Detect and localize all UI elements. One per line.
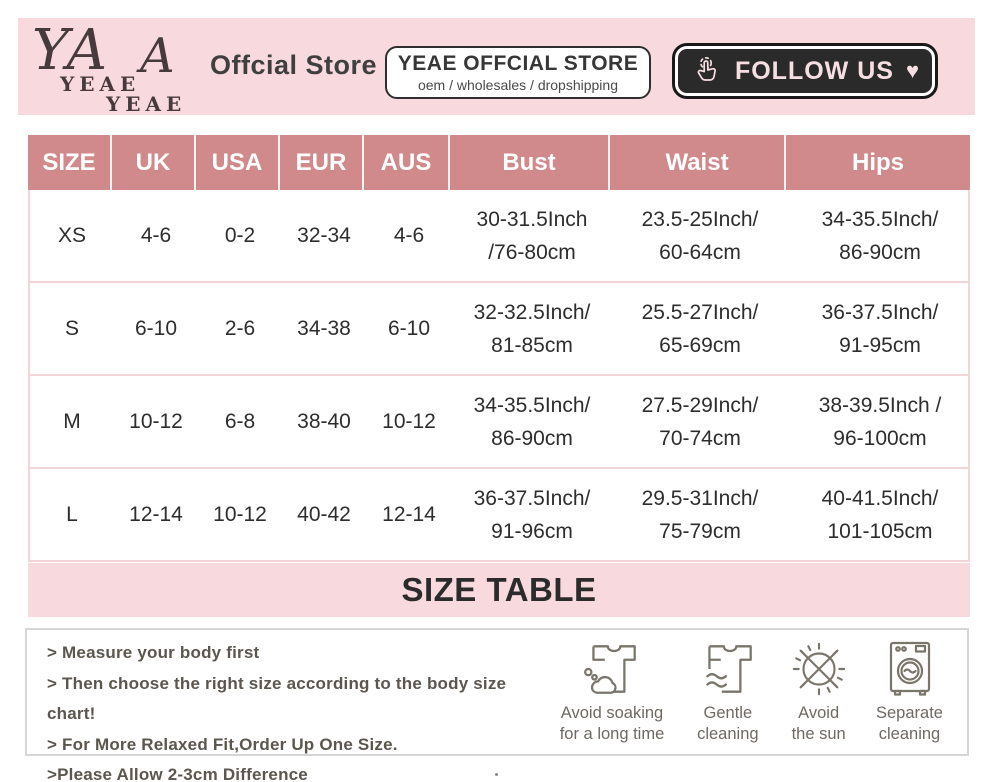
cell-uk: 12-14 [129, 503, 183, 526]
logo-wordmark-2: YEAE [106, 92, 187, 116]
cell-hips: 36-37.5Inch/ 91-95cm [821, 300, 939, 357]
note-line: > For More Relaxed Fit,Order Up One Size. [47, 734, 398, 754]
cell-eur: 40-42 [297, 503, 351, 526]
note-line: > Then choose the right size according to the body size chart! [47, 673, 507, 723]
care-caption: Separate cleaning [876, 704, 943, 743]
note-line: >Please Allow 2-3cm Difference [47, 765, 308, 782]
care-instructions [547, 634, 957, 752]
cell-usa: 0-2 [224, 224, 256, 247]
measuring-notes [47, 638, 547, 782]
col-header-size: SIZE [28, 135, 112, 190]
store-badge [385, 46, 651, 99]
care-caption: Gentle cleaning [697, 704, 759, 743]
cell-aus: 12-14 [382, 503, 436, 526]
table-row-l [30, 469, 968, 562]
care-item-avoid-sun [779, 634, 859, 752]
size-table-title: SIZE TABLE [401, 571, 597, 608]
cell-aus: 4-6 [393, 224, 425, 247]
heart-icon: ♥ [905, 58, 920, 83]
col-header-bust: Bust [450, 135, 610, 190]
cell-waist: 25.5-27Inch/ 65-69cm [641, 300, 759, 357]
note-line: > Measure your body first [47, 643, 260, 662]
header-banner [18, 18, 975, 115]
cell-aus: 6-10 [387, 317, 431, 340]
page-divider-dot [495, 773, 498, 776]
hand-click-icon [691, 55, 723, 87]
cell-size: M [63, 410, 81, 433]
col-header-uk: UK [112, 135, 196, 190]
cell-hips: 34-35.5Inch/ 86-90cm [821, 207, 939, 264]
table-row-xs [30, 190, 968, 283]
store-badge-title: YEAE OFFCIAL STORE [397, 52, 639, 75]
cell-usa: 2-6 [224, 317, 256, 340]
cell-uk: 6-10 [134, 317, 178, 340]
cell-waist: 27.5-29Inch/ 70-74cm [641, 393, 759, 450]
cell-eur: 32-34 [297, 224, 351, 247]
avoid-soaking-icon [579, 634, 645, 700]
table-row-s [30, 283, 968, 376]
logo-script-flourish: A [140, 28, 175, 84]
gentle-cleaning-icon [695, 634, 761, 700]
care-caption: Avoid soaking for a long time [559, 704, 665, 743]
separate-cleaning-icon [879, 634, 939, 700]
cell-hips: 40-41.5Inch/ 101-105cm [821, 486, 939, 543]
logo-script-monogram: YA [32, 18, 110, 83]
size-table-caption-band [28, 563, 970, 617]
care-item-gentle-cleaning [680, 634, 775, 752]
care-item-avoid-soaking [547, 634, 677, 752]
care-caption: Avoid the sun [791, 704, 846, 743]
cell-size: XS [57, 224, 86, 247]
cell-uk: 10-12 [129, 410, 183, 433]
cell-size: S [64, 317, 79, 340]
follow-us-button-inner[interactable] [678, 49, 932, 93]
col-header-usa: USA [196, 135, 280, 190]
follow-us-label: FOLLOW US [734, 56, 894, 85]
cell-size: L [66, 503, 78, 526]
cell-waist: 23.5-25Inch/ 60-64cm [641, 207, 759, 264]
col-header-eur: EUR [280, 135, 364, 190]
logo-wordmark-1: YEAE [60, 72, 141, 96]
size-table [28, 135, 970, 562]
cell-uk: 4-6 [140, 224, 172, 247]
cell-usa: 10-12 [213, 503, 267, 526]
store-label: Offcial Store [210, 50, 378, 80]
follow-us-button[interactable] [672, 43, 938, 99]
cell-eur: 34-38 [297, 317, 351, 340]
cell-hips: 38-39.5Inch / 96-100cm [818, 393, 942, 450]
cell-usa: 6-8 [224, 410, 256, 433]
col-header-aus: AUS [364, 135, 450, 190]
size-table-header [28, 135, 970, 190]
cell-bust: 34-35.5Inch/ 86-90cm [473, 393, 591, 450]
size-table-body [28, 190, 970, 562]
col-header-waist: Waist [610, 135, 786, 190]
col-header-hips: Hips [851, 148, 904, 176]
cell-bust: 32-32.5Inch/ 81-85cm [473, 300, 591, 357]
cell-eur: 38-40 [297, 410, 351, 433]
cell-waist: 29.5-31Inch/ 75-79cm [641, 486, 759, 543]
avoid-sun-icon [788, 634, 850, 700]
cell-bust: 30-31.5Inch /76-80cm [476, 207, 588, 264]
brand-logo [32, 20, 222, 115]
measuring-info-box [25, 628, 969, 782]
store-badge-subtitle: oem / wholesales / dropshipping [417, 77, 618, 93]
table-row-m [30, 376, 968, 469]
cell-aus: 10-12 [382, 410, 436, 433]
care-item-separate-cleaning [862, 634, 957, 752]
cell-bust: 36-37.5Inch/ 91-96cm [473, 486, 591, 543]
